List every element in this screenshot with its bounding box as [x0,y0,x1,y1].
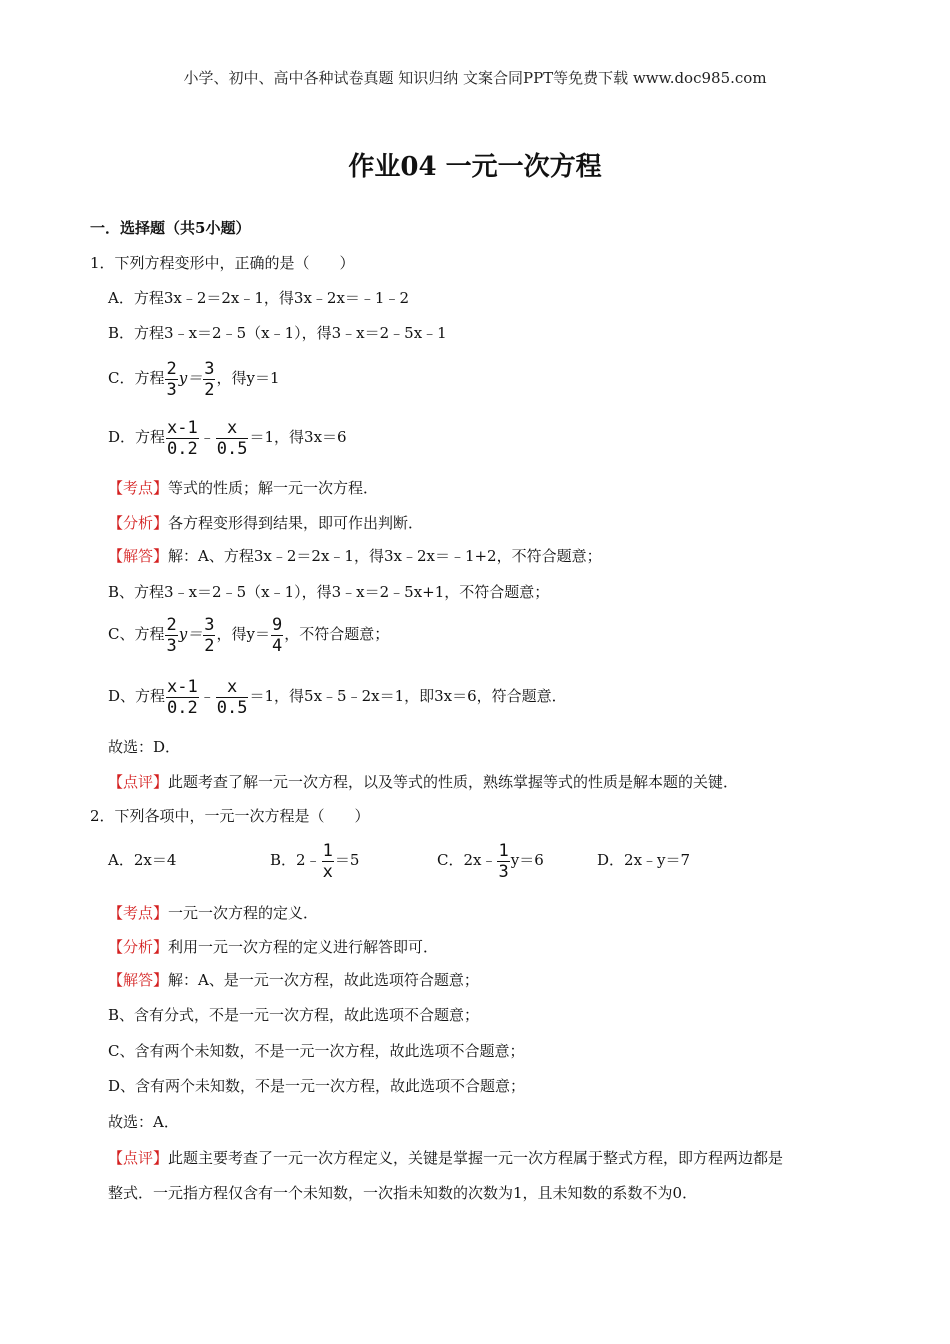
fraction: $\frac{3}{2}$ [204,614,215,656]
section-heading: 一．选择题（共5小题） [90,219,251,237]
q2-solution-d: D、含有两个未知数，不是一元一次方程，故此选项不合题意； [108,1077,526,1095]
q1-answer: 故选：D． [108,738,181,756]
fraction: $\frac{1}{x}$ [322,840,333,882]
q2-dianping-cont: 整式．一元指方程仅含有一个未知数，一次指未知数的次数为1，且未知数的系数不为0． [108,1184,698,1202]
q2-answer: 故选：A． [108,1113,179,1131]
page-header: 小学、初中、高中各种试卷真题 知识归纳 文案合同PPT等免费下载 www.doc985.com [183,69,767,87]
q2-option-a: A．2x＝4 [108,851,177,869]
q1-kaodian: 【考点】等式的性质；解一元一次方程． [108,479,379,497]
fraction: $\frac{2}{3}$ [166,358,177,400]
fraction: $\frac{x}{0.5}$ [216,417,248,459]
q2-solution-b: B、含有分式，不是一元一次方程，故此选项不合题意； [108,1006,480,1024]
fraction: $\frac{x}{0.5}$ [216,676,248,718]
q1-option-b: B．方程3﹣x＝2﹣5（x﹣1），得3﹣x＝2﹣5x﹣1 [108,324,447,342]
q1-stem: 1．下列方程变形中，正确的是（ ） [90,254,355,272]
q2-kaodian: 【考点】一元一次方程的定义． [108,904,319,922]
fraction: $\frac{9}{4}$ [271,614,283,656]
fraction: $\frac{2}{3}$ [166,614,177,656]
fraction: $\frac{x-1}{0.2}$ [167,676,198,718]
q1-fenxi: 【分析】各方程变形得到结果，即可作出判断． [108,514,424,532]
q2-fenxi: 【分析】利用一元一次方程的定义进行解答即可． [108,938,439,956]
page-title: 作业04 一元一次方程 [348,152,602,182]
q1-solution-b: B、方程3﹣x＝2﹣5（x﹣1），得3﹣x＝2﹣5x+1，不符合题意； [108,583,550,601]
q1-option-c: C．方程 $\frac{2}{3}$ y＝ $\frac{3}{2}$ ，得y＝1 [108,358,280,400]
fraction: $\frac{1}{3}$ [498,840,509,882]
q2-solution-c: C、含有两个未知数，不是一元一次方程，故此选项不合题意； [108,1042,525,1060]
q1-solution-c: C、方程 $\frac{2}{3}$ y＝ $\frac{3}{2}$ ，得y＝ $\frac{9}{4}$ ，不符合题意； [108,614,390,656]
q2-jieda: 【解答】解：A、是一元一次方程，故此选项符合题意； [108,971,479,989]
q2-option-d: D．2x﹣y＝7 [597,851,691,869]
q1-solution-d: D、方程 $\frac{x-1}{0.2}$ ﹣ $\frac{x}{0.5}$ ＝1，得5x﹣5﹣2x＝1，即3x＝6，符合题意． [108,676,567,718]
q2-option-b: B．2﹣ $\frac{1}{x}$ ＝5 [270,840,360,882]
fraction: $\frac{3}{2}$ [204,358,215,400]
q1-dianping: 【点评】此题考查了解一元一次方程，以及等式的性质，熟练掌握等式的性质是解本题的关键． [108,773,739,791]
q1-option-a: A．方程3x﹣2＝2x﹣1，得3x﹣2x＝﹣1﹣2 [108,289,410,307]
q1-option-d: D．方程 $\frac{x-1}{0.2}$ ﹣ $\frac{x}{0.5}$ ＝1，得3x＝6 [108,417,347,459]
q2-option-c: C．2x﹣ $\frac{1}{3}$ y＝6 [437,840,544,882]
q1-jieda: 【解答】解：A、方程3x﹣2＝2x﹣1，得3x﹣2x＝﹣1+2，不符合题意； [108,547,602,565]
q2-dianping: 【点评】此题主要考查了一元一次方程定义，关键是掌握一元一次方程属于整式方程，即方程两边都是 [108,1149,784,1167]
fraction: $\frac{x-1}{0.2}$ [167,417,198,459]
q2-stem: 2．下列各项中，一元一次方程是（ ） [90,807,370,825]
